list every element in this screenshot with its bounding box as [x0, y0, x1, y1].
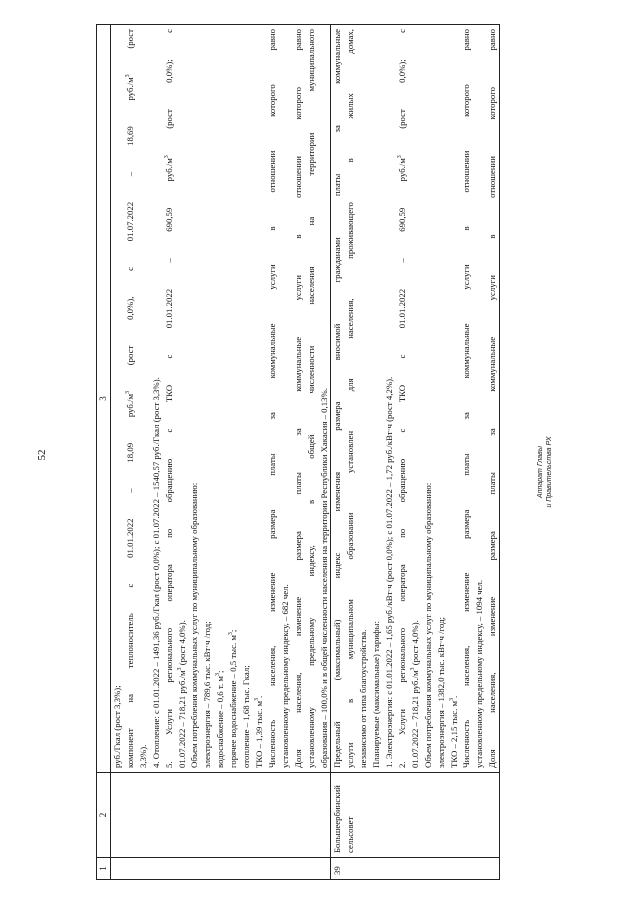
text-line: 2. Услуги регионального оператора по обращению с ТКО с 01.01.2022 – 690,59 $руб./м^3$ (рост 0,0%); с — [396, 29, 407, 768]
row-number-cell — [111, 858, 331, 880]
text-line: установленному предельному индексу, в общей численности населения на территории муниципального — [305, 29, 316, 768]
text-line: водоснабжение – 0,6 т. $м^3$; — [215, 670, 226, 768]
text-line: руб./Гкал (рост 3,3%); — [112, 685, 122, 768]
table-row-continuation — [111, 25, 331, 880]
description-lines — [331, 29, 499, 768]
text-line: отопление – 1,68 тыс. Гкал; — [241, 665, 252, 768]
tariff-table — [96, 24, 500, 880]
text-line: установленному предельному индексу, – 1094 чел. — [474, 579, 485, 768]
table-row-39 — [331, 25, 500, 880]
municipality-name-line: Большеербинский — [332, 785, 343, 853]
text-line: Предельный (максимальный) индекс изменения размера вносимой гражданами платы за коммунальные — [332, 29, 343, 768]
header-col-2: 2 — [97, 773, 111, 858]
text-line: ТКО – 1,39 тыс. $м^3$. — [253, 695, 264, 768]
text-line: Объем потребления коммунальных услуг по муниципальному образованию: — [422, 482, 433, 768]
stamp-line: Аппарат Главы — [537, 446, 544, 498]
text-line: горячее водоснабжение – 0,5 тыс. $м^3$; — [228, 629, 239, 768]
header-col-3: 3 — [97, 25, 111, 773]
header-col-1: 1 — [97, 858, 111, 880]
text-line: установленному предельному индексу, – 682 чел. — [279, 584, 290, 768]
text-line: 4. Отопление: с 01.01.2022 – 1491,36 руб./Гкал (рост 0,0%); с 01.07.2022 – 1540,57 руб./Гкал (рост 3,3%). — [150, 377, 161, 768]
municipality-name-line: сельсовет — [345, 816, 356, 853]
text-line: 01.07.2022 – 718,21 $руб./м^3$ (рост 4,0%). — [176, 620, 187, 768]
description-cell — [111, 25, 331, 773]
text-line: Доля населения, изменение размера платы за коммунальные услуги в отношении которого равно — [487, 29, 498, 768]
text-line: Объем потребления коммунальных услуг по муниципальному образованию: — [189, 482, 200, 768]
text-line: 5. Услуги регионального оператора по обращению с ТКО с 01.01.2022 – 690,59 $руб./м^3$ (рост 0,0%); с — [163, 29, 174, 768]
text-line: компонент на теплоноситель с 01.01.2022 – 18,09 $руб./м^3$ (рост 0,0%), с 01.07.2022 – 18,69 $руб./м^3$ (рост — [124, 29, 135, 768]
text-line: независимо от типа благоустройства. — [358, 629, 369, 768]
description-lines — [111, 29, 330, 768]
description-cell — [331, 25, 500, 773]
text-line: Численность населения, изменение размера платы за коммунальные услуги в отношении которого равно — [461, 29, 472, 768]
row-number-cell: 39 — [331, 858, 500, 880]
text-line: Планируемые (максимальные) тарифы: — [371, 621, 382, 768]
municipality-cell — [111, 773, 331, 858]
municipality-cell — [331, 773, 500, 858]
stamp-line: и Правительства РХ — [546, 436, 553, 508]
page-number: 52 — [36, 449, 48, 461]
text-line: 1. Электроэнергия: с 01.01.2022 – 1,65 руб./кВт·ч (рост 0,0%); с 01.07.2022 – 1,72 руб./кВт·ч (рост 4,2%). — [384, 376, 395, 768]
text-line: образования – 100,0% и в общей численности населения на территории Республики Хакасия – 0,13%. — [318, 388, 329, 768]
text-line: 3,3%). — [137, 744, 148, 768]
table-header-row — [97, 25, 111, 880]
text-line: Доля населения, изменение размера платы за коммунальные услуги в отношении которого равно — [292, 29, 303, 768]
text-line: 01.07.2022 – 718,21 $руб./м^3$ (рост 4,0%). — [409, 620, 420, 768]
office-stamp — [536, 417, 554, 527]
text-line: Численность населения, изменение размера платы за коммунальные услуги в отношении которого равно — [266, 29, 277, 768]
text-line: услуги в муниципальном образовании установлен для населения, проживающего в жилых домах, — [345, 29, 356, 768]
text-line: электроэнергия – 789,6 тыс. кВт·ч /год; — [202, 621, 213, 768]
text-line: электроэнергия – 1382,0 тыс. кВт·ч /год; — [435, 617, 446, 768]
text-line: ТКО – 2,15 тыс. $м^3$. — [448, 695, 459, 768]
